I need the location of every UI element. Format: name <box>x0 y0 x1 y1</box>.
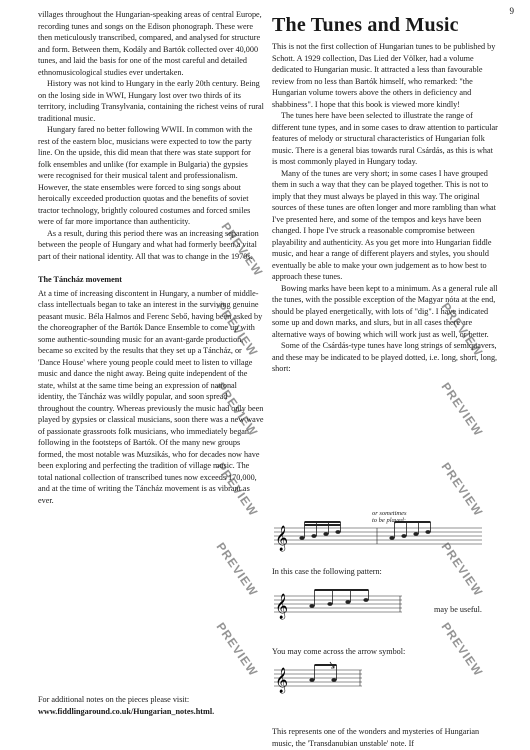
paragraph: As a result, during this period there was an increasing separation between the people of Hungary and what had formerly been a vital part of their national identity. All that was to change in the 1970s. <box>38 228 259 261</box>
watermark-text: PREVIEW <box>213 620 261 680</box>
watermark-text: PREVIEW <box>438 540 486 600</box>
page-number: 9 <box>509 6 514 16</box>
page-title: The Tunes and Music <box>272 14 459 36</box>
paragraph: In this case the following pattern: <box>272 567 382 576</box>
music-staff <box>272 582 492 622</box>
watermark-text: PREVIEW <box>213 460 261 520</box>
staff-annotation: or sometimes to be played: <box>372 510 407 524</box>
paragraph: Bowing marks have been kept to a minimum. As a general rule all the tunes, with the possible exception of the Magyar nóta at the end, should be played energetically, with lots of "dig". I have indicated some up and down marks, and slurs, but in all cases there are alternative ways of bowing which will work just as well, or better. <box>272 283 498 339</box>
footnote-link[interactable]: www.fiddlingaround.co.uk/Hungarian_notes.html. <box>38 706 215 716</box>
paragraph: At a time of increasing discontent in Hungary, a number of middle-class intellectuals began to take an interest in the surviving genuine peasant music. Béla Halmos and Ferenc Sebő, having been asked by the choreographer of the Bartók Dance Ensemble to come up with some authentic-sounding music for an avant-garde production, became so excited by the results that they set up a Táncház, or 'Dance House' where young people could meet to listen to village music and dance the night away. Being quite independent of the state, whilst at the same time being an expression of national identity, the Táncház was wildly popular, and soon spread throughout the country. Whereas previously the music had only been played by gypsies or classical musicians, soon there was a new wave of passionate grassroots folk musicians, who immediately began following in the footsteps of Bartók. Of the many new groups formed, the most notable was Muzsikás, who for decades now have been exploring and perfecting the tradition of village music. The total national collection of transcribed tunes now exceeds 170,000, and at the time of writing the Táncház movement is as vibrant as ever. <box>38 288 264 505</box>
left-column <box>38 9 264 506</box>
watermark-text: PREVIEW <box>218 220 266 280</box>
watermark-text: PREVIEW <box>438 620 486 680</box>
paragraph: Many of the tunes are very short; in some cases I have grouped them in such a way that they can be played together. This is not to imply that they must always be played in this way. The original sources of these tunes are often longer and more rambling than what I've presented here, and some of the tempos and keys have been changed. I hope I've struck a reasonable compromise between playability and authenticity. As you get more into Hungarian fiddle music, and hear a range of different players and styles, you should eventually be able to make your own judgement as to how best to approach these tunes. <box>272 168 496 281</box>
staff-annotation: may be useful. <box>434 605 482 614</box>
right-column <box>272 41 498 375</box>
music-example-dotted <box>272 508 492 553</box>
svg-text:𝄞: 𝄞 <box>275 668 289 693</box>
svg-text:𝄞: 𝄞 <box>275 526 289 551</box>
paragraph: This represents one of the wonders and mysteries of Hungarian music, the 'Transdanubian unstable' note. If <box>272 727 480 748</box>
paragraph: You may come across the arrow symbol: <box>272 647 406 656</box>
paragraph: Hungary fared no better following WWII. In common with the rest of the eastern bloc, musicians were expected to tow the party line. On the upside, this did mean that there was state support for folk ensembles and unlike (for example in Bulgaria) the gypsies were recognised for their musical talent and professionalism. However, the state ensembles were forced to sing songs about heroically exceeded production quotas and the benefits of soviet tractor technology, brightly coloured costumes and forced smiles were of far more importance than authenticity. <box>38 125 253 226</box>
music-example-pattern <box>272 582 492 622</box>
watermark-text: PREVIEW <box>213 380 261 440</box>
music-example-arrow <box>272 660 492 694</box>
watermark-text: PREVIEW <box>213 300 261 360</box>
watermark-text: PREVIEW <box>213 540 261 600</box>
watermark-text: PREVIEW <box>438 380 486 440</box>
paragraph: The tunes here have been selected to illustrate the range of different tune types, and in some cases to draw attention to particular features of melody or structural characteristics of Hungarian folk music. There is a general bias towards rural Csárdás, as this is what is most commonly played in Hungary today. <box>272 111 498 166</box>
music-staff <box>272 660 382 694</box>
paragraph: This is not the first collection of Hungarian tunes to be published by Schott. A 1929 collection, Das Lied der Völker, had a volume dedicated to Hungarian music. It attracted a less than favourable review from no less than Bartók himself, who remarked: "the Hungarian volume towers above the others in deficiency and shabbiness". I hope that this book is viewed more kindly! <box>272 42 496 109</box>
paragraph: Some of the Csárdás-type tunes have long strings of semiquavers, and these may be indicated to be played dotted, i.e. long, short, long, short: <box>272 341 498 373</box>
watermark-text: PREVIEW <box>438 460 486 520</box>
watermark-text: PREVIEW <box>438 300 486 360</box>
paragraph: villages throughout the Hungarian-speaking areas of central Europe, recording tunes and songs on the Edison phonograph. These were then meticulously transcribed, compared, and analysed for structure and form. Between them, Kodály and Bartók collected over 40,000 tunes, and laid the basis for one of the most careful and detailed ethnomusicological studies ever undertaken. <box>38 10 262 77</box>
paragraph: History was not kind to Hungary in the early 20th century. Being on the losing side in WWI, Hungary lost over two thirds of its territory, including Transylvania, containing the richest veins of rural traditional music. <box>38 79 264 123</box>
section-heading: The Táncház movement <box>38 275 122 284</box>
footnote-text: For additional notes on the pieces please visit: <box>38 695 190 704</box>
svg-text:𝄞: 𝄞 <box>275 594 289 619</box>
footnote <box>38 694 266 717</box>
